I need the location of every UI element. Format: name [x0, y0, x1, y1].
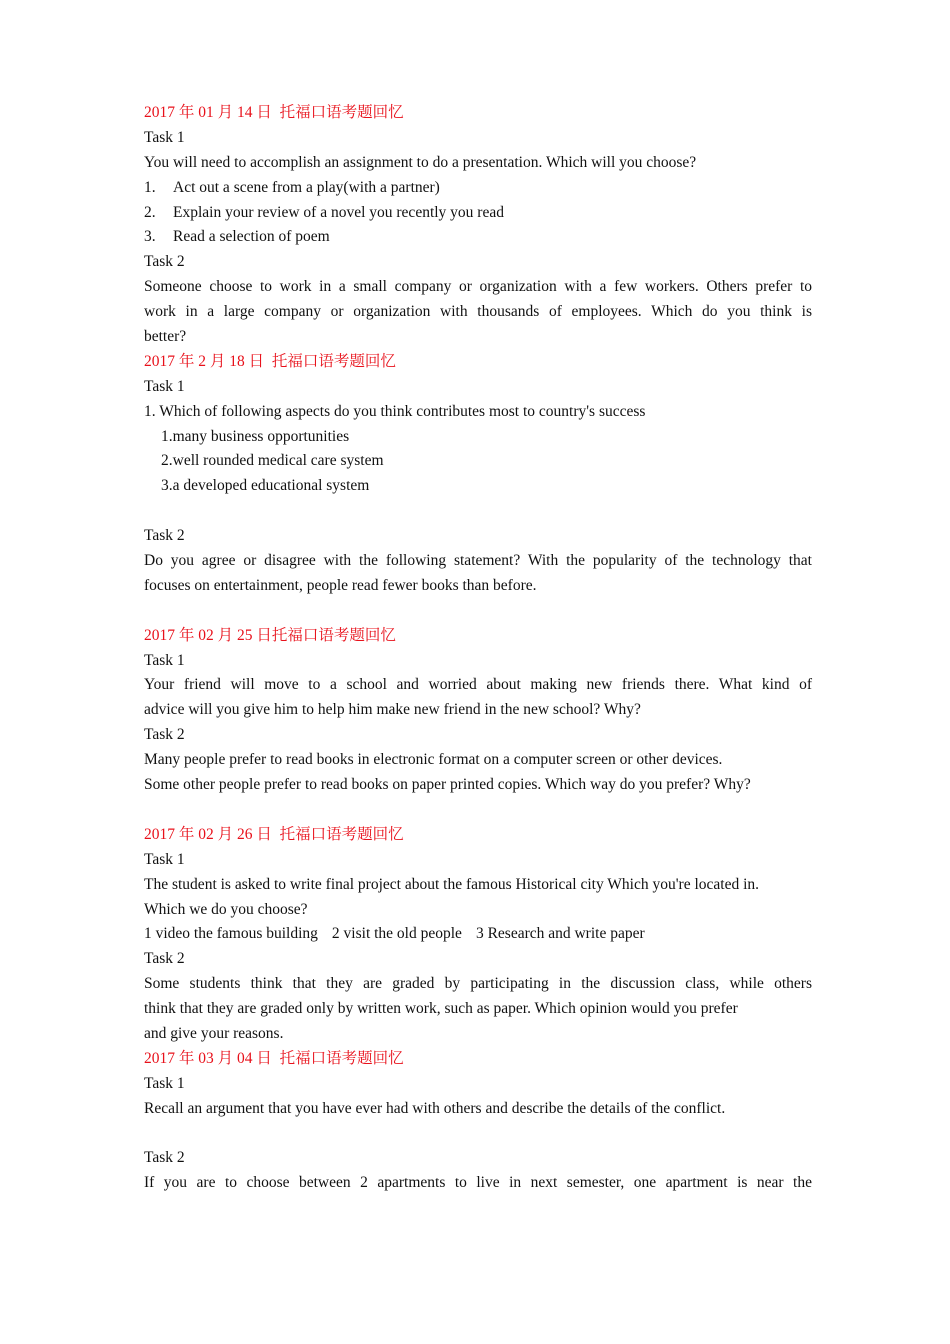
task-text-line: and give your reasons.	[144, 1024, 284, 1042]
task-label: Task 2	[144, 950, 185, 968]
list-item: 3.a developed educational system	[161, 477, 370, 495]
task-text-line: Your friend will move to a school and worried about making new friends there. What kind of	[144, 676, 812, 694]
task-label: Task 2	[144, 1149, 185, 1167]
task-text-line: think that they are graded only by written work, such as paper. Which opinion would you prefer	[144, 1000, 738, 1018]
option: 1 video the famous building	[144, 925, 318, 943]
task-text-line: Do you agree or disagree with the following statement? With the popularity of the technology that	[144, 552, 812, 570]
section-heading: 2017 年 02 月 26 日 托福口语考题回忆	[144, 825, 404, 843]
task-label: Task 1	[144, 128, 185, 146]
list-item-number: 3.	[144, 228, 156, 246]
list-item-number: 2.	[144, 203, 156, 221]
section-heading: 2017 年 03 月 04 日 托福口语考题回忆	[144, 1049, 404, 1067]
options-line	[144, 922, 812, 947]
list-item	[144, 201, 812, 226]
option: 2 visit the old people	[331, 925, 462, 943]
task-label: Task 2	[144, 527, 185, 545]
list-item: 2.well rounded medical care system	[161, 452, 384, 470]
document-page	[144, 101, 812, 1196]
spacer	[144, 499, 812, 524]
task-text-line: Which we do you choose?	[144, 900, 308, 918]
section-heading: 2017 年 01 月 14 日 托福口语考题回忆	[144, 104, 404, 121]
spacer	[144, 599, 812, 624]
task-text-line: advice will you give him to help him make new friend in the new school? Why?	[144, 701, 641, 719]
section-heading: 2017 年 02 月 25 日托福口语考题回忆	[144, 626, 396, 644]
task-text: Recall an argument that you have ever had with others and describe the details of the conflict.	[144, 1099, 726, 1117]
task-text-line: The student is asked to write final project about the famous Historical city Which you're located in.	[144, 875, 760, 893]
task-label: Task 1	[144, 651, 185, 669]
task-text-line: work in a large company or organization with thousands of employees. Which do you think is	[144, 303, 812, 321]
list-item	[144, 176, 812, 201]
task-label: Task 1	[144, 1074, 185, 1092]
task-text: You will need to accomplish an assignment to do a presentation. Which will you choose?	[144, 153, 697, 171]
task-text-line: better?	[144, 328, 187, 346]
task-label: Task 2	[144, 726, 185, 744]
task-text-line: If you are to choose between 2 apartments to live in next semester, one apartment is near the	[144, 1174, 812, 1192]
task-text-line: Some students think that they are graded by participating in the discussion class, while others	[144, 975, 812, 993]
list-item: 1.many business opportunities	[161, 427, 350, 445]
task-text: 1. Which of following aspects do you think contributes most to country's success	[144, 402, 646, 420]
task-text-line: Some other people prefer to read books on paper printed copies. Which way do you prefer? Why?	[144, 776, 751, 794]
list-item-text: Read a selection of poem	[173, 228, 330, 246]
task-label: Task 2	[144, 253, 185, 271]
list-item-number: 1.	[144, 178, 156, 196]
task-text-line: Someone choose to work in a small company or organization with a few workers. Others prefer to	[144, 278, 812, 296]
task-text-line: focuses on entertainment, people read fewer books than before.	[144, 576, 537, 594]
task-label: Task 1	[144, 850, 185, 868]
section-heading: 2017 年 2 月 18 日 托福口语考题回忆	[144, 352, 396, 370]
list-item	[144, 225, 812, 250]
task-label: Task 1	[144, 377, 185, 395]
spacer	[144, 1122, 812, 1147]
task-text-line: Many people prefer to read books in electronic format on a computer screen or other devices.	[144, 751, 723, 769]
spacer	[144, 798, 812, 823]
option: 3 Research and write paper	[475, 925, 645, 943]
list-item-text: Explain your review of a novel you recently you read	[173, 203, 504, 221]
list-item-text: Act out a scene from a play(with a partner)	[173, 178, 440, 196]
